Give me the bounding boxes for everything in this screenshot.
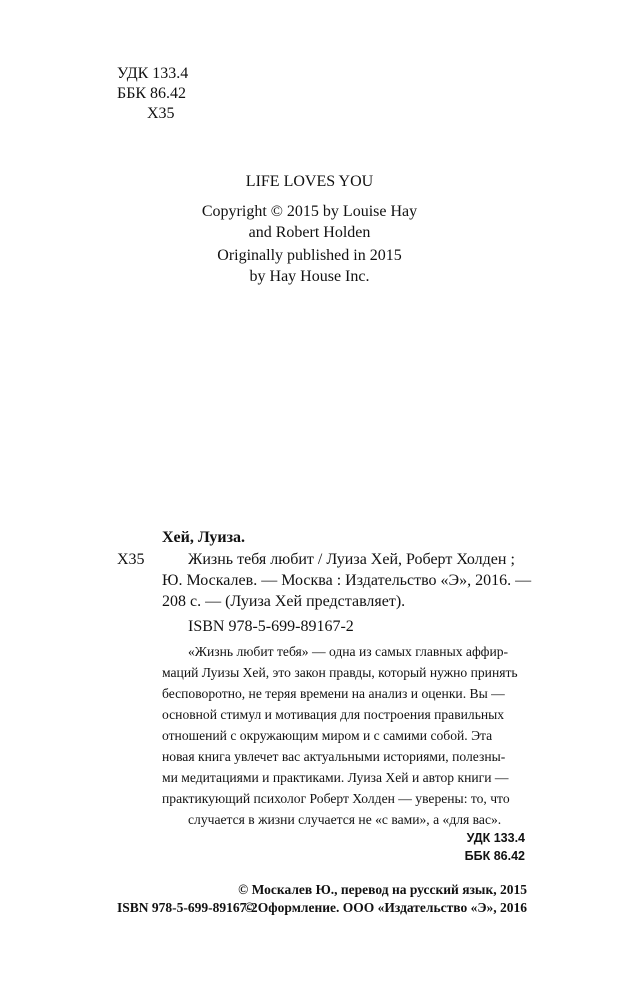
annotation-line-7: ми медитациями и практиками. Луиза Хей и автор книги — <box>162 770 509 785</box>
annotation-line-1: «Жизнь любит тебя» — одна из самых главных аффир- <box>188 644 509 659</box>
bib-line-3: 208 с. — (Луиза Хей представляет). <box>162 593 406 610</box>
bbk-code-bottom: ББК 86.42 <box>464 849 525 863</box>
bib-author-mark: Х35 <box>117 551 145 568</box>
annotation-line-3: бесповоротно, не теряя времени на анализ и оценки. Вы — <box>162 686 505 701</box>
annotation-line-8: практикующий психолог Роберт Холден — уверены: то, что <box>162 791 510 806</box>
original-title: LIFE LOVES YOU <box>245 173 374 190</box>
bib-author: Хей, Луиза. <box>162 529 246 546</box>
bib-line-1: Жизнь тебя любит / Луиза Хей, Роберт Холден ; <box>188 551 515 568</box>
bbk-code-top: ББК 86.42 <box>117 85 187 102</box>
bib-isbn: ISBN 978-5-699-89167-2 <box>188 618 354 635</box>
annotation-line-4: основной стимул и мотивация для построения правильных <box>162 707 505 722</box>
original-published-line2: by Hay House Inc. <box>249 268 370 285</box>
original-copyright-line2: and Robert Holden <box>248 224 371 241</box>
annotation-line-6: новая книга увлечет вас актуальными историями, полезны- <box>162 749 506 764</box>
udk-code-top: УДК 133.4 <box>117 65 189 82</box>
copyright-design: © Оформление. ООО «Издательство «Э», 2016 <box>244 900 527 915</box>
footer-isbn: ISBN 978-5-699-89167-2 <box>117 900 258 915</box>
annotation-line-5: отношений с окружающим миром и с самими собой. Эта <box>162 728 493 743</box>
annotation-line-2: маций Луизы Хей, это закон правды, который нужно принять <box>162 665 518 680</box>
author-mark-top: Х35 <box>147 105 175 122</box>
bib-line-2: Ю. Москалев. — Москва : Издательство «Э», 2016. — <box>162 572 532 589</box>
udk-code-bottom: УДК 133.4 <box>466 831 525 845</box>
copyright-translation: © Москалев Ю., перевод на русский язык, 2015 <box>238 882 527 897</box>
annotation-line-9: случается в жизни случается не «с вами», а «для вас». <box>188 812 502 827</box>
original-copyright-line1: Copyright © 2015 by Louise Hay <box>201 203 418 220</box>
original-published-line1: Originally published in 2015 <box>217 247 402 264</box>
